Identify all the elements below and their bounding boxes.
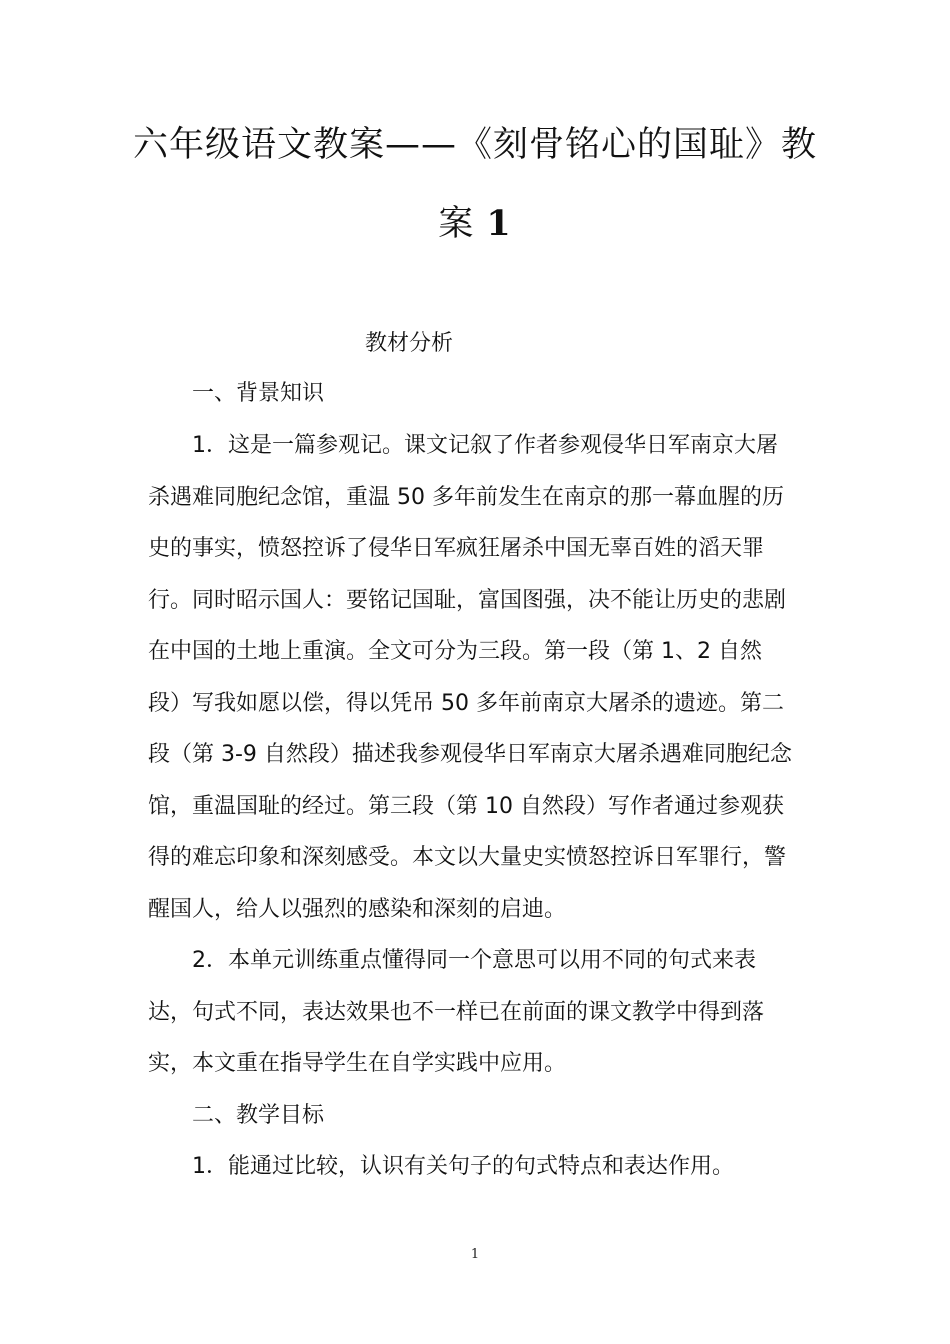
paragraph-1-line-10: 醒国人，给人以强烈的感染和深刻的启迪。 — [148, 897, 567, 922]
paragraph-1-line-2: 杀遇难同胞纪念馆，重温 50 多年前发生在南京的那一幕血腥的历 — [148, 485, 784, 510]
part1-heading: 一、背景知识 — [192, 381, 325, 406]
paragraph-2-line-3: 实，本文重在指导学生在自学实践中应用。 — [148, 1051, 567, 1076]
section-heading: 教材分析 — [365, 331, 454, 356]
paragraph-1-line-8: 馆，重温国耻的经过。第三段（第 10 自然段）写作者通过参观获 — [148, 794, 784, 819]
paragraph-1-line-3: 史的事实，愤怒控诉了侵华日军疯狂屠杀中国无辜百姓的滔天罪 — [148, 536, 765, 561]
goal-1-text: 1．能通过比较，认识有关句子的句式特点和表达作用。 — [192, 1154, 734, 1179]
paragraph-1-line-5: 在中国的土地上重演。全文可分为三段。第一段（第 1、2 自然 — [148, 639, 762, 664]
paragraph-2-line-2: 达，句式不同，表达效果也不一样已在前面的课文教学中得到落 — [148, 1000, 765, 1025]
paragraph-1-line-4: 行。同时昭示国人：要铭记国耻，富国图强，决不能让历史的悲剧 — [148, 588, 787, 613]
paragraph-2-line-1: 2．本单元训练重点懂得同一个意思可以用不同的句式来表 — [192, 948, 756, 973]
paragraph-1-line-1: 1．这是一篇参观记。课文记叙了作者参观侵华日军南京大屠 — [192, 433, 778, 458]
part2-heading: 二、教学目标 — [192, 1103, 325, 1128]
document-title-line-2 — [130, 202, 820, 246]
title-lesson-number: 1 — [486, 203, 512, 244]
title-suffix-text: 案 — [438, 204, 475, 244]
document-title-line-1: 六年级语文教案——《刻骨铭心的国耻》教 — [132, 125, 817, 165]
page-number: 1 — [470, 1247, 480, 1262]
paragraph-1-line-9: 得的难忘印象和深刻感受。本文以大量史实愤怒控诉日军罪行，警 — [148, 845, 787, 870]
paragraph-1-line-6: 段）写我如愿以偿，得以凭吊 50 多年前南京大屠杀的遗迹。第二 — [148, 691, 784, 716]
paragraph-1-line-7: 段（第 3-9 自然段）描述我参观侵华日军南京大屠杀遇难同胞纪念 — [148, 742, 792, 767]
